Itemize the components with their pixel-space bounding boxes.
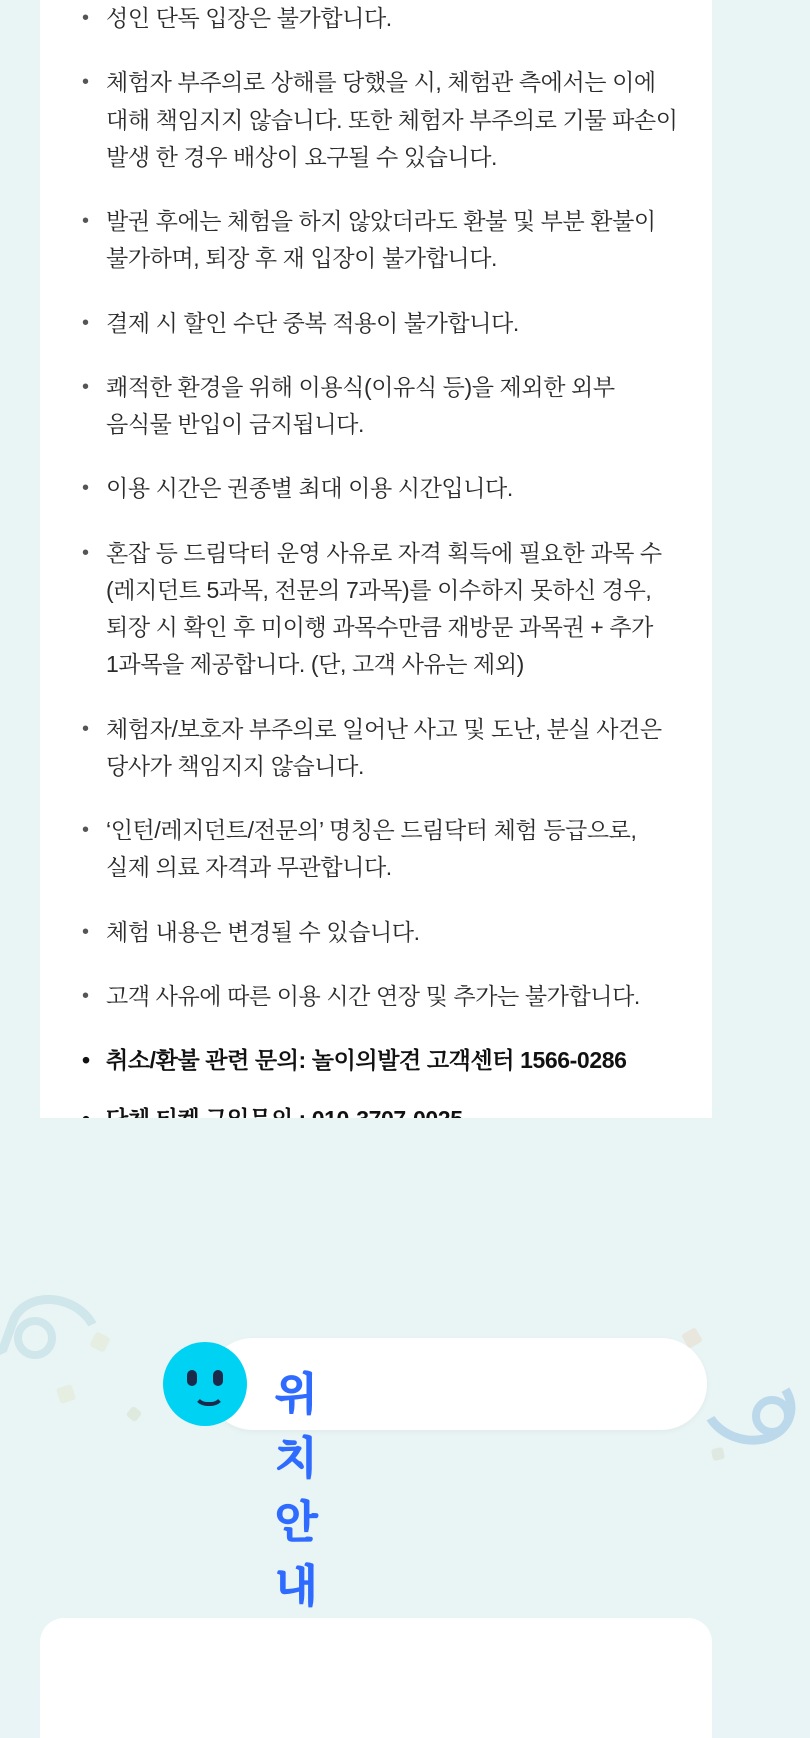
list-item: • 쾌적한 환경을 위해 이용식(이유식 등)을 제외한 외부 음식물 반입이 금지됩니다. xyxy=(74,369,678,444)
notice-list xyxy=(40,0,712,1139)
eye-left-icon xyxy=(187,1370,197,1386)
list-item: • ‘인턴/레지던트/전문의’ 명칭은 드림닥터 체험 등급으로, 실제 의료 자격과 무관합니다. xyxy=(74,812,678,887)
list-item: • 체험 내용은 변경될 수 있습니다. xyxy=(74,914,678,951)
eye-right-icon xyxy=(213,1370,223,1386)
list-item: • 성인 단독 입장은 불가합니다. xyxy=(74,0,678,37)
swirl-dot-right-icon xyxy=(752,1396,792,1436)
list-item: • 혼잡 등 드림닥터 운영 사유로 자격 획득에 필요한 과목 수(레지던트 5과목, 전문의 7과목)를 이수하지 못하신 경우, 퇴장 시 확인 후 미이행 과목수만큼 재방문 과목권 + 추가 1과목을 제공합니다. (단, 고객 사유는 제외) xyxy=(74,535,678,684)
notice-card xyxy=(40,0,712,1217)
swirl-dot-left-icon xyxy=(14,1317,56,1359)
mouth-icon xyxy=(193,1390,225,1406)
list-item: • 고객 사유에 따른 이용 시간 연장 및 추가는 불가합니다. xyxy=(74,978,678,1015)
smiley-face-icon xyxy=(163,1342,247,1426)
next-section-card xyxy=(40,1618,712,1738)
list-item: • 체험자/보호자 부주의로 일어난 사고 및 도난, 분실 사건은 당사가 책임지지 않습니다. xyxy=(74,711,678,786)
section-title: 위치안내 xyxy=(275,1370,317,1611)
list-item-contact-refund: • 취소/환불 관련 문의: 놀이의발견 고객센터 1566-0286 xyxy=(74,1042,678,1079)
list-item: • 이용 시간은 권종별 최대 이용 시간입니다. xyxy=(74,470,678,507)
list-item: • 체험자 부주의로 상해를 당했을 시, 체험관 측에서는 이에 대해 책임지지 않습니다. 또한 체험자 부주의로 기물 파손이 발생 한 경우 배상이 요구될 수 있습니다. xyxy=(74,64,678,176)
list-item: • 결제 시 할인 수단 중복 적용이 불가합니다. xyxy=(74,305,678,342)
confetti-icon xyxy=(711,1447,725,1461)
list-item: • 발권 후에는 체험을 하지 않았더라도 환불 및 부분 환불이 불가하며, 퇴장 후 재 입장이 불가합니다. xyxy=(74,203,678,278)
